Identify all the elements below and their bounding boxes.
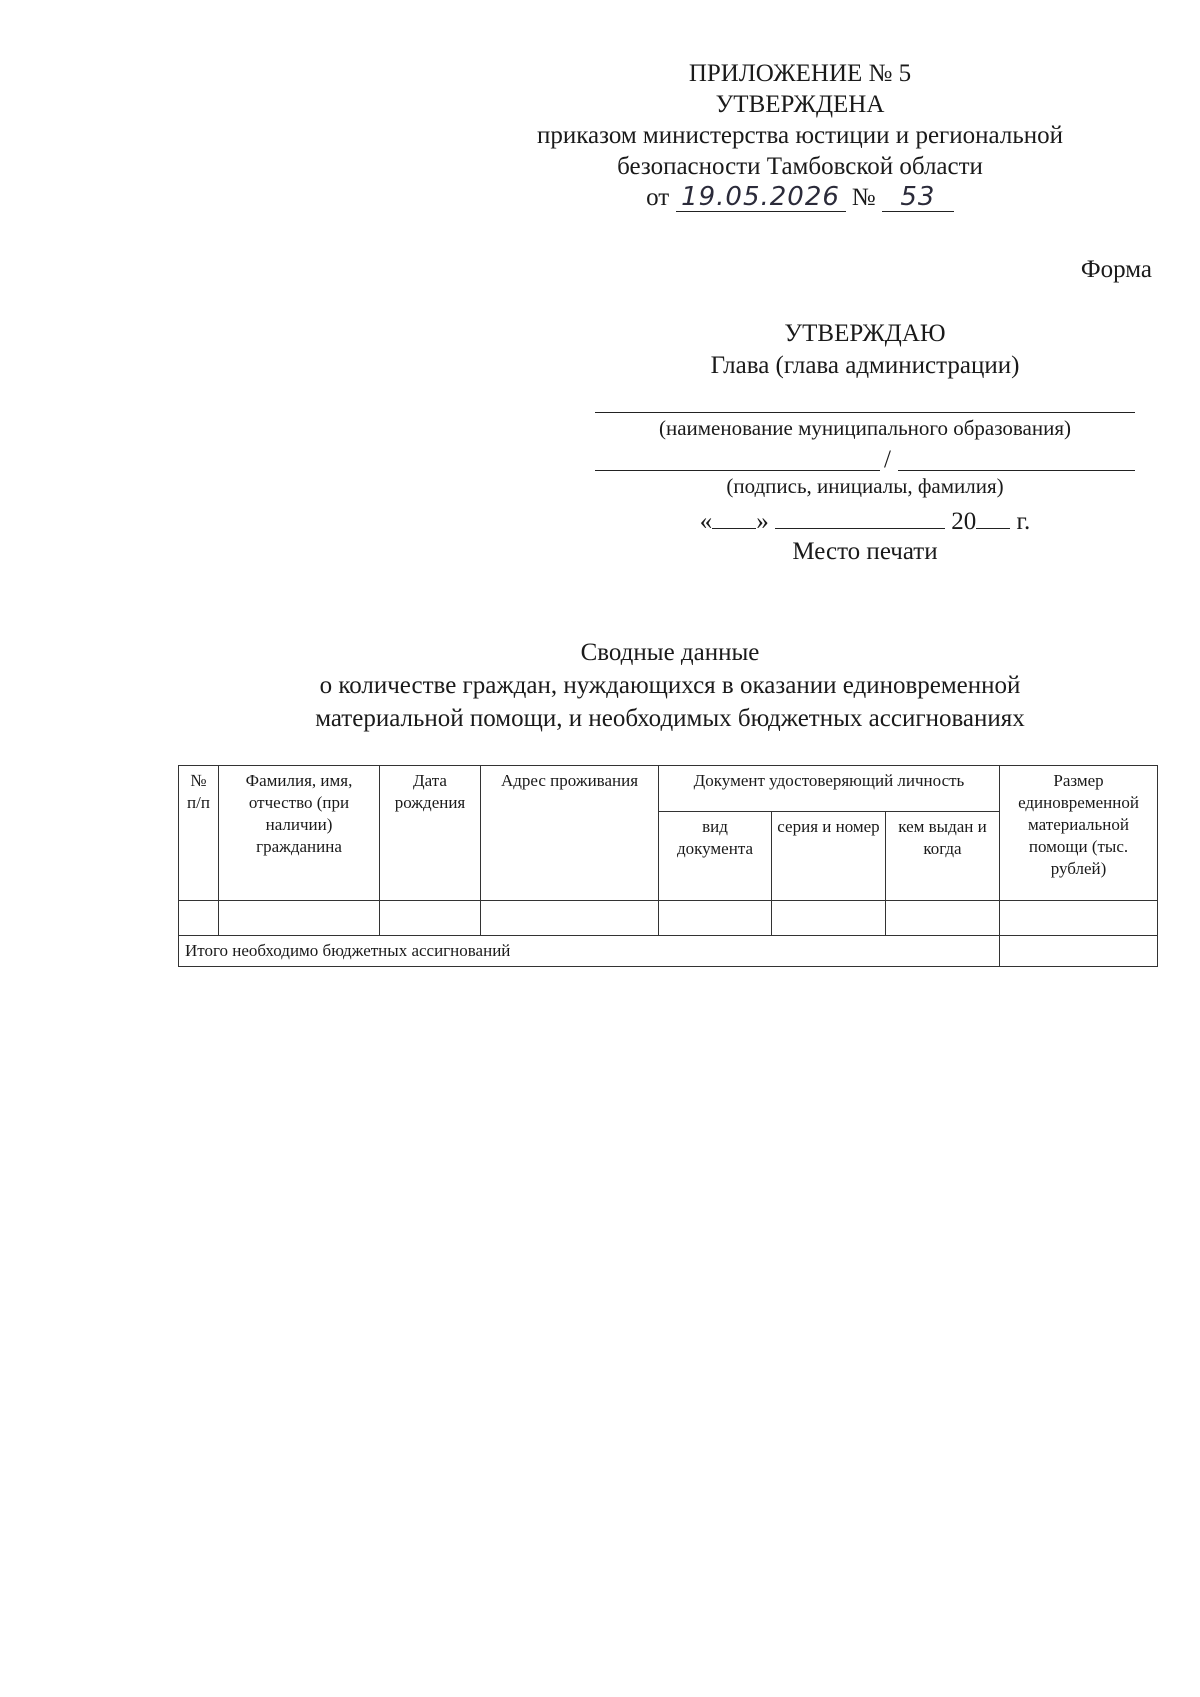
approve-block [590,318,1140,382]
month-blank [775,506,945,529]
approved-label: УТВЕРЖДЕНА [715,91,885,118]
table-cell [772,901,886,936]
signature-line [595,470,880,471]
close-quote: » [756,508,769,535]
handwritten-order-number: 53 [882,183,954,212]
municipality-name-line [595,412,1135,413]
header-identity-document: Документ удостоверяющий личность [659,766,1000,812]
municipality-hint: (наименование муниципального образования) [658,416,1072,440]
header-aid-amount: Размер единовременной материальной помощи (тыс. рублей) [1000,766,1158,901]
table-cell [659,901,772,936]
signature-slash: / [884,446,891,473]
table-cell [380,901,481,936]
heading-line-1: Сводные данные [580,639,760,666]
order-date-line [500,182,1100,213]
stamp-place: Место печати [792,538,938,565]
day-blank [712,506,756,529]
approver-position: Глава (глава администрации) [710,352,1020,379]
number-label: № [851,184,876,211]
header-birth-date: Дата рождения [380,766,481,901]
table-header-row [179,766,1158,812]
header-address: Адрес проживания [481,766,659,901]
total-label: Итого необходимо бюджетных ассигнований [179,936,1000,967]
year-blank [976,506,1010,529]
header-document-issued: кем выдан и когда [886,812,1000,901]
form-label: Форма [1080,256,1152,283]
table-cell [886,901,1000,936]
header-number: № п/п [179,766,219,901]
document-heading [150,636,1190,735]
year-prefix: 20 [951,508,977,535]
approval-header [500,58,1100,213]
table-cell [219,901,380,936]
total-amount-cell [1000,936,1158,967]
table-row [179,901,1158,936]
table-cell [179,901,219,936]
appendix-number: ПРИЛОЖЕНИЕ № 5 [688,60,912,87]
signature-hint: (подпись, инициалы, фамилия) [726,474,1004,498]
order-line-1: приказом министерства юстиции и региональной [536,122,1063,149]
header-document-type: вид документа [659,812,772,901]
table-cell [1000,901,1158,936]
approval-date-line [590,506,1140,536]
handwritten-order-date: 19.05.2026 [676,183,846,212]
summary-table [178,765,1158,967]
header-full-name: Фамилия, имя, отчество (при наличии) гражданина [219,766,380,901]
table-cell [481,901,659,936]
total-row [179,936,1158,967]
name-line [898,470,1135,471]
approve-title: УТВЕРЖДАЮ [784,320,946,347]
header-document-series: серия и номер [772,812,886,901]
open-quote: « [699,508,713,535]
heading-line-3: материальной помощи, и необходимых бюджетных ассигнованиях [315,705,1025,732]
from-label: от [646,184,670,211]
order-line-2: безопасности Тамбовской области [617,153,983,180]
heading-line-2: о количестве граждан, нуждающихся в оказании единовременной [319,672,1021,699]
year-suffix: г. [1016,508,1031,535]
